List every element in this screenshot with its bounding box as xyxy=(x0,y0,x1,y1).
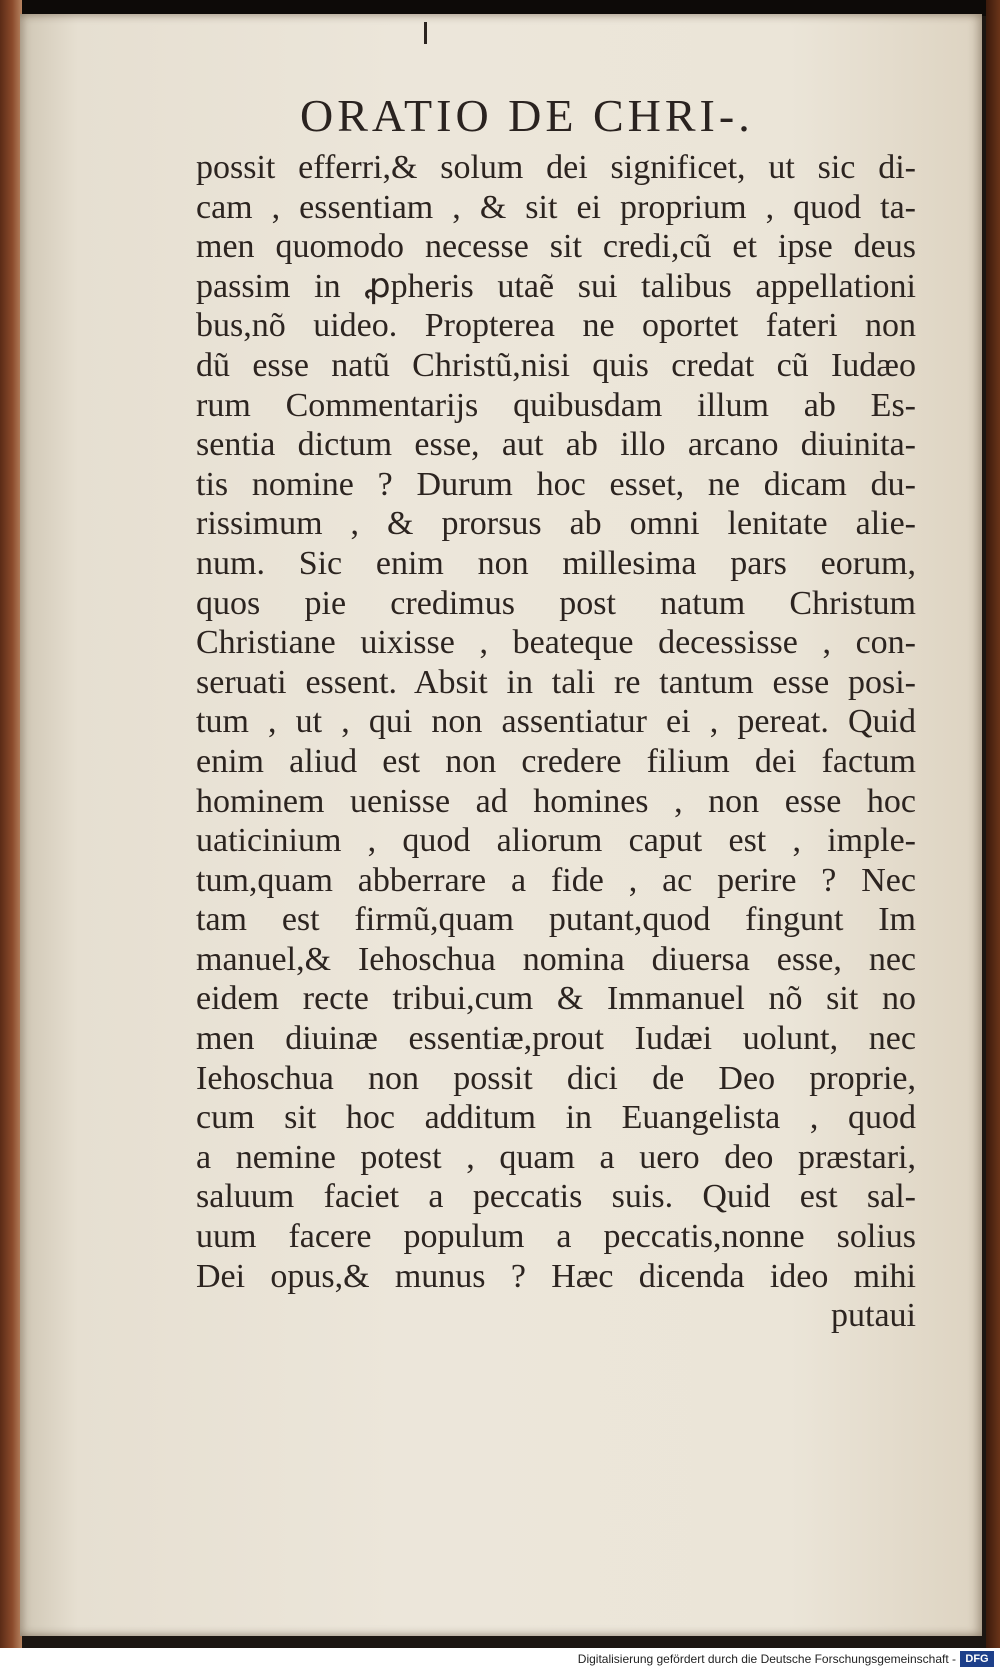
paper-page xyxy=(20,14,982,1636)
text-line: Dei opus,& munus ? Hæc dicenda ideo mihi xyxy=(196,1257,916,1295)
text-line: quos pie credimus post natum Christum xyxy=(196,584,916,622)
text-line: uaticinium , quod aliorum caput est , imple- xyxy=(196,822,916,860)
catchword: putaui xyxy=(831,1297,916,1335)
text-line: sentia dictum esse, aut ab illo arcano diuinita- xyxy=(196,426,916,464)
text-block xyxy=(196,148,916,1336)
funding-notice: Digitalisierung gefördert durch die Deutsche Forschungsgemeinschaft - xyxy=(577,1652,956,1666)
text-line: uum facere populum a peccatis,nonne solius xyxy=(196,1218,916,1256)
text-line: bus,nõ uideo. Propterea ne oportet fateri non xyxy=(196,307,916,345)
dfg-logo: DFG xyxy=(960,1651,994,1667)
text-line: num. Sic enim non millesima pars eorum, xyxy=(196,544,916,582)
text-line: men diuinæ essentiæ,prout Iudæi uolunt, nec xyxy=(196,1020,916,1058)
text-line: Christiane uixisse , beateque decessisse , con- xyxy=(196,624,916,662)
text-line: Iehoschua non possit dici de Deo proprie, xyxy=(196,1059,916,1097)
text-line: cam , essentiam , & sit ei proprium , quod ta- xyxy=(196,188,916,226)
running-head: ORATIO DE CHRI-. xyxy=(300,90,754,141)
text-line: eidem recte tribui,cum & Immanuel nõ sit no xyxy=(196,980,916,1018)
text-line: manuel,& Iehoschua nomina diuersa esse, nec xyxy=(196,940,916,978)
text-line: passim in ꝓpheris utaẽ sui talibus appellationi xyxy=(196,267,916,305)
text-line: enim aliud est non credere filium dei factum xyxy=(196,742,916,780)
digitization-footer xyxy=(0,1648,1000,1672)
book-cover-right-edge xyxy=(986,0,1000,1648)
text-line: possit efferri,& solum dei significet, ut sic di- xyxy=(196,149,916,186)
text-line: tam est firmũ,quam putant,quod fingunt Im xyxy=(196,901,916,939)
text-line: hominem uenisse ad homines , non esse hoc xyxy=(196,782,916,820)
text-line: saluum faciet a peccatis suis. Quid est sal- xyxy=(196,1178,916,1216)
page-mark xyxy=(424,22,427,44)
text-line: rissimum , & prorsus ab omni lenitate alie- xyxy=(196,505,916,543)
text-line: tis nomine ? Durum hoc esset, ne dicam du- xyxy=(196,465,916,503)
text-line: a nemine potest , quam a uero deo præstari, xyxy=(196,1138,916,1176)
text-line: tum , ut , qui non assentiatur ei , pereat. Quid xyxy=(196,703,916,741)
text-line: cum sit hoc additum in Euangelista , quod xyxy=(196,1099,916,1137)
text-line: men quomodo necesse sit credi,cũ et ipse deus xyxy=(196,228,916,266)
text-line: tum,quam abberrare a fide , ac perire ? Nec xyxy=(196,861,916,899)
book-cover-left-edge xyxy=(0,0,22,1648)
text-line: seruati essent. Absit in tali re tantum esse posi- xyxy=(196,663,916,701)
text-line: rum Commentarijs quibusdam illum ab Es- xyxy=(196,386,916,424)
text-line: dũ esse natũ Christũ,nisi quis credat cũ Iudæo xyxy=(196,346,916,384)
